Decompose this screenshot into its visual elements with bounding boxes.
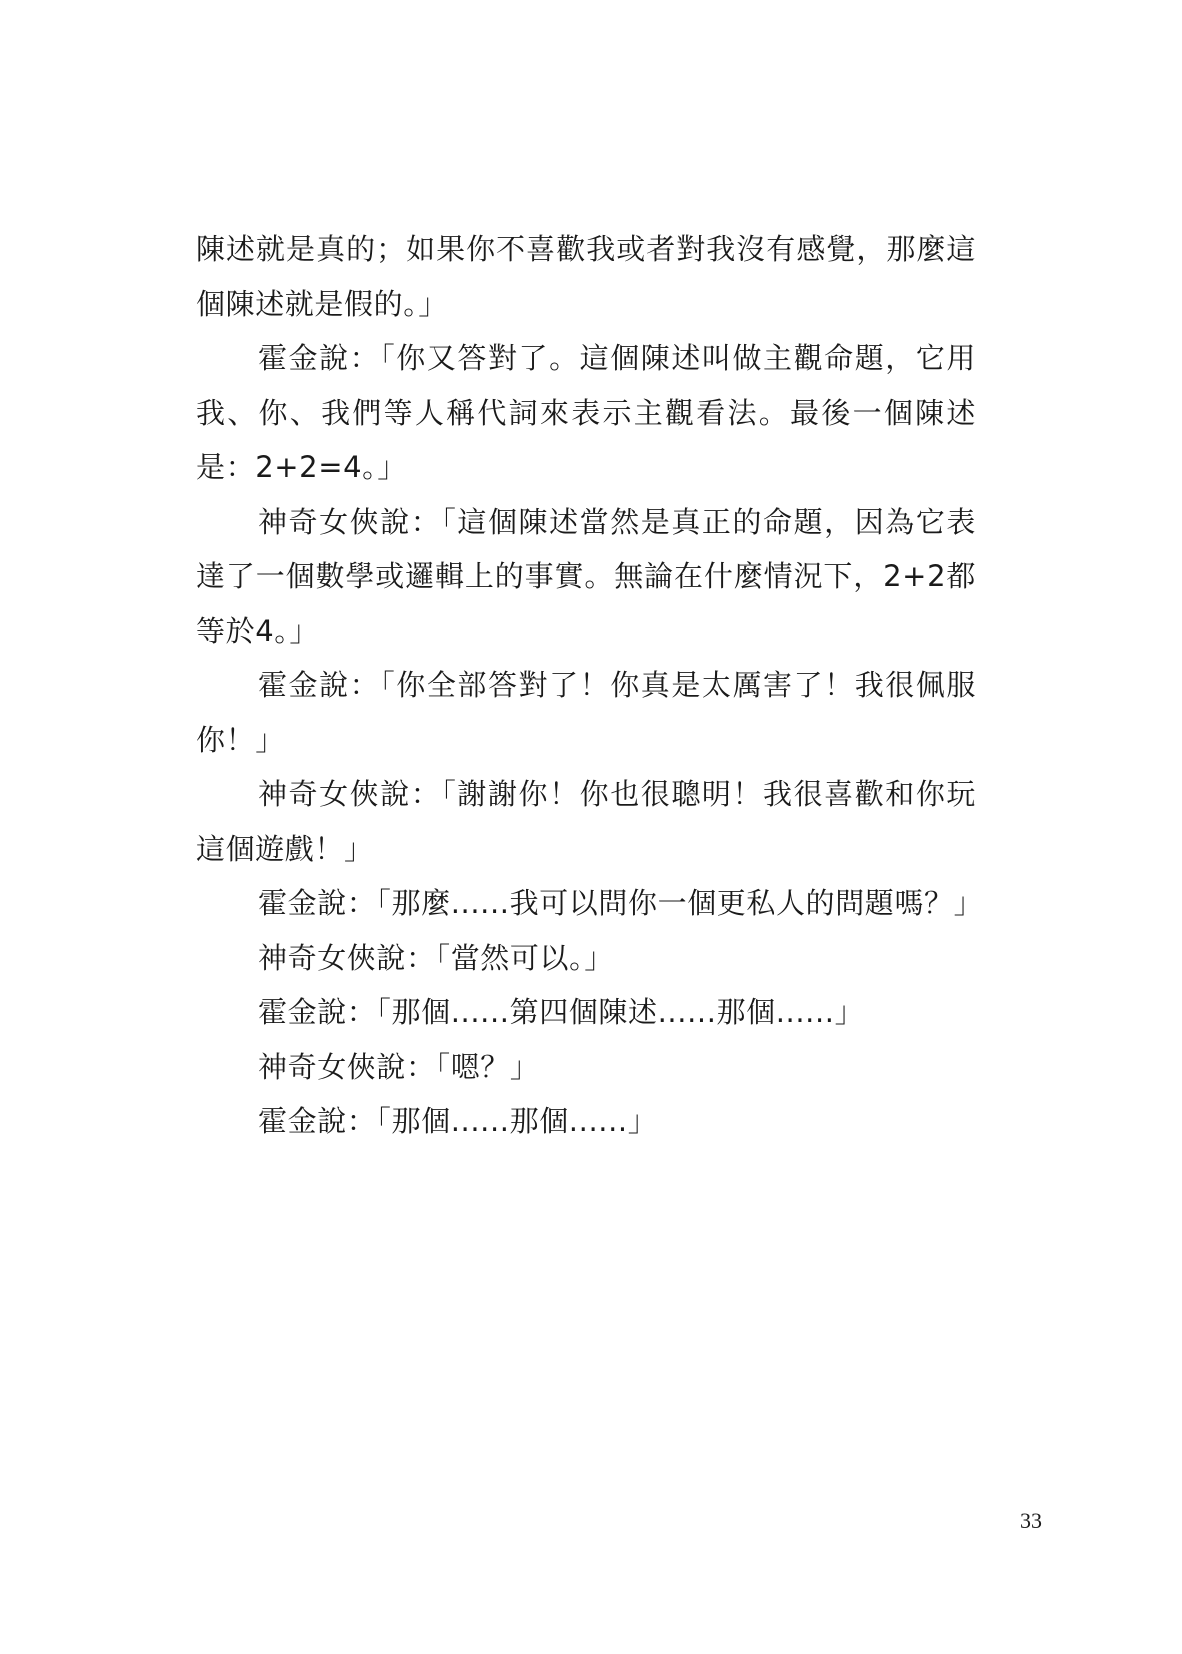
page-number: 33: [1020, 1508, 1042, 1533]
body-text: [196, 222, 984, 1149]
paragraph: 霍金說：「你全部答對了！你真是太厲害了！我很佩服你！」: [196, 668, 976, 757]
paragraph: 霍金說：「你又答對了。這個陳述叫做主觀命題，它用我、你、我們等人稱代詞來表示主觀看法。最後一個陳述是：2+2=4。」: [196, 341, 976, 484]
paragraph: 霍金說：「那個......第四個陳述......那個......」: [258, 995, 865, 1029]
paragraph: 霍金說：「那個......那個......」: [258, 1104, 658, 1138]
paragraph: 神奇女俠說：「謝謝你！你也很聰明！我很喜歡和你玩這個遊戲！」: [196, 777, 976, 866]
paragraph: 陳述就是真的；如果你不喜歡我或者對我沒有感覺，那麼這個陳述就是假的。」: [196, 232, 976, 321]
paragraph: 霍金說：「那麼......我可以問你一個更私人的問題嗎？」: [258, 886, 984, 920]
paragraph: 神奇女俠說：「嗯？」: [258, 1049, 540, 1084]
paragraph: 神奇女俠說：「這個陳述當然是真正的命題，因為它表達了一個數學或邏輯上的事實。無論在什麼情況下，2+2都等於4。」: [196, 504, 976, 648]
paragraph: 神奇女俠說：「當然可以。」: [258, 940, 614, 975]
